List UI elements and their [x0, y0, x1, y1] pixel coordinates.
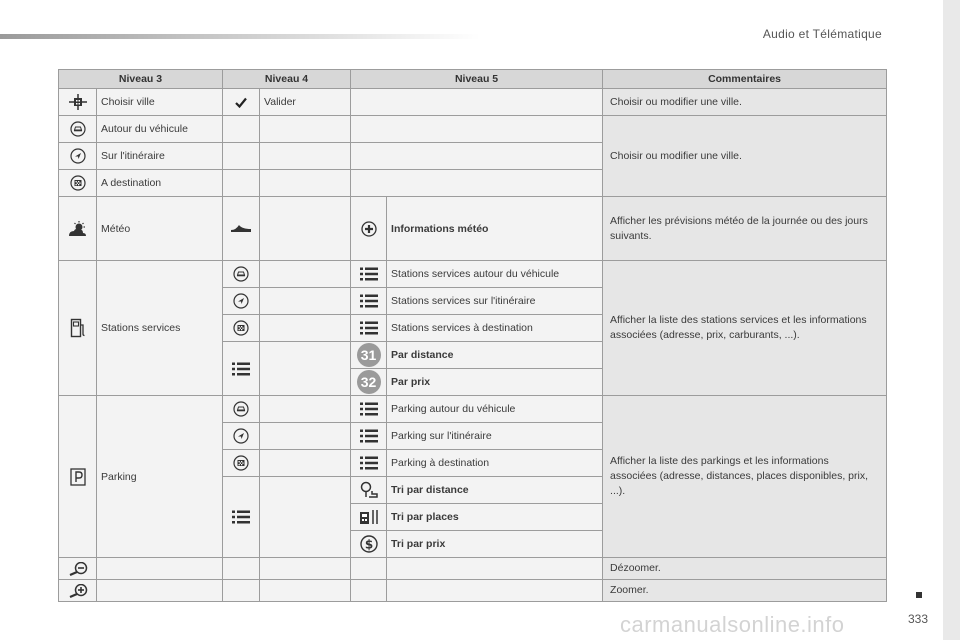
table-row	[59, 89, 887, 116]
list-icon	[351, 288, 387, 315]
itinerary-icon	[59, 143, 97, 170]
badge-32-label: 32	[357, 370, 381, 394]
parking-places-icon	[351, 504, 387, 531]
group1-comment: Choisir ou modifier une ville.	[603, 116, 887, 197]
par-distance-label: Par distance	[387, 342, 603, 369]
par-prix-label: Par prix	[387, 369, 603, 396]
table-row	[59, 580, 887, 602]
table-row	[59, 116, 887, 143]
car-around-icon	[223, 396, 260, 423]
section-title: Audio et Télématique	[762, 27, 882, 41]
a-destination-label: A destination	[97, 170, 223, 197]
choisir-ville-label: Choisir ville	[97, 89, 223, 116]
table-row	[59, 197, 887, 261]
car-around-icon	[59, 116, 97, 143]
table-header-row	[59, 70, 887, 89]
informations-meteo-label: Informations météo	[387, 197, 603, 261]
meteo-label: Météo	[97, 197, 223, 261]
zoomer-comment: Zoomer.	[603, 580, 887, 602]
meteo-comment: Afficher les prévisions météo de la journée ou des jours suivants.	[603, 197, 887, 261]
parking-itineraire-label: Parking sur l'itinéraire	[387, 423, 603, 450]
stations-autour-label: Stations services autour du véhicule	[387, 261, 603, 288]
distance-pin-icon	[351, 477, 387, 504]
tri-par-distance-label: Tri par distance	[387, 477, 603, 504]
parking-destination-label: Parking à destination	[387, 450, 603, 477]
parking-autour-label: Parking autour du véhicule	[387, 396, 603, 423]
stations-services-label: Stations services	[97, 261, 223, 396]
choisir-ville-comment: Choisir ou modifier une ville.	[603, 89, 887, 116]
dezoomer-comment: Dézoomer.	[603, 558, 887, 580]
list-icon	[351, 315, 387, 342]
tri-par-prix-label: Tri par prix	[387, 531, 603, 558]
parking-icon	[59, 396, 97, 558]
page-marker	[916, 592, 922, 598]
destination-flag-icon	[59, 170, 97, 197]
table-row	[59, 396, 887, 423]
header-niveau-4: Niveau 4	[223, 70, 351, 89]
badge-32	[351, 369, 387, 396]
itinerary-icon	[223, 423, 260, 450]
city-icon	[59, 89, 97, 116]
weather-icon	[59, 197, 97, 261]
destination-flag-icon	[223, 315, 260, 342]
header-commentaires: Commentaires	[603, 70, 887, 89]
stations-itineraire-label: Stations services sur l'itinéraire	[387, 288, 603, 315]
parking-label: Parking	[97, 396, 223, 558]
badge-31	[351, 342, 387, 369]
check-icon	[223, 89, 260, 116]
header-niveau-5: Niveau 5	[351, 70, 603, 89]
sur-itineraire-label: Sur l'itinéraire	[97, 143, 223, 170]
stations-comment: Afficher la liste des stations services et les informations associées (adresse, prix, carburants, ...).	[603, 261, 887, 396]
list-icon	[223, 477, 260, 558]
fuel-pump-icon	[59, 261, 97, 396]
list-icon	[351, 423, 387, 450]
parking-comment: Afficher la liste des parkings et les informations associées (adresse, distances, places disponibles, prix, ...).	[603, 396, 887, 558]
destination-flag-icon	[223, 450, 260, 477]
page-number: 333	[908, 612, 929, 626]
navigation-menu-table	[58, 69, 887, 602]
table-row	[59, 261, 887, 288]
list-icon	[351, 450, 387, 477]
dollar-icon	[351, 531, 387, 558]
list-icon	[351, 261, 387, 288]
stations-destination-label: Stations services à destination	[387, 315, 603, 342]
wind-icon	[223, 197, 260, 261]
list-icon	[223, 342, 260, 396]
plus-circle-icon	[351, 197, 387, 261]
zoom-in-icon	[59, 580, 97, 602]
valider-label: Valider	[260, 89, 351, 116]
list-icon	[351, 396, 387, 423]
car-around-icon	[223, 261, 260, 288]
header-niveau-3: Niveau 3	[59, 70, 223, 89]
itinerary-icon	[223, 288, 260, 315]
zoom-out-icon	[59, 558, 97, 580]
header-gradient-bar	[0, 34, 480, 39]
autour-vehicule-label: Autour du véhicule	[97, 116, 223, 143]
badge-31-label: 31	[357, 343, 381, 367]
svg-text:$: $	[364, 537, 373, 552]
watermark: carmanualsonline.info	[620, 612, 845, 637]
page-edge-strip	[943, 0, 960, 640]
table-row	[59, 558, 887, 580]
tri-par-places-label: Tri par places	[387, 504, 603, 531]
